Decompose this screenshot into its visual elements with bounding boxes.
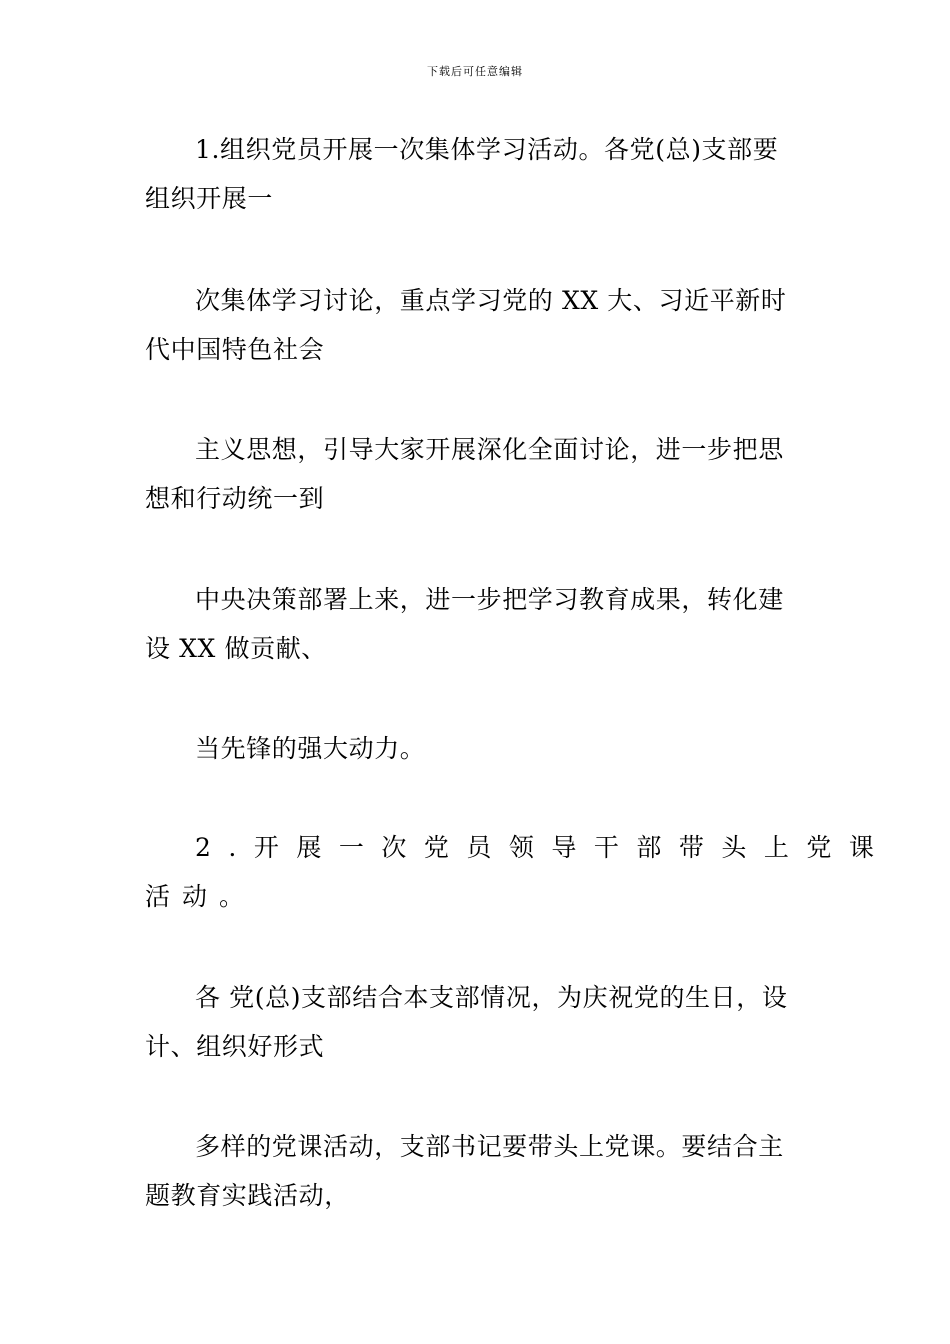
paragraph-6 <box>145 823 892 921</box>
document-header: 下载后可任意编辑 <box>427 65 523 78</box>
paragraph-7 <box>145 973 805 1071</box>
paragraph-8 <box>145 1122 805 1220</box>
paragraph-4 <box>145 575 805 673</box>
paragraph-line: 当先锋的强大动力。 <box>195 734 426 763</box>
paragraph-2 <box>145 276 805 374</box>
paragraph-line: 组织开展一 <box>145 184 274 213</box>
paragraph-line: 1.组织党员开展一次集体学习活动。各党(总)支部要 <box>195 135 779 164</box>
paragraph-line: 各 党(总)支部结合本支部情况，为庆祝党的生日，设 <box>195 983 788 1012</box>
paragraph-5 <box>145 724 805 773</box>
paragraph-line: 计、组织好形式 <box>145 1032 325 1061</box>
paragraph-line: 代中国特色社会 <box>145 335 325 364</box>
paragraph-line: 次集体学习讨论，重点学习党的 XX 大、习近平新时 <box>195 286 787 315</box>
paragraph-3 <box>145 425 805 523</box>
paragraph-line: 主义思想，引导大家开展深化全面讨论，进一步把思 <box>195 435 784 464</box>
paragraph-line: 活动。 <box>145 882 257 911</box>
paragraph-line: 中央决策部署上来，进一步把学习教育成果，转化建 <box>195 585 784 614</box>
paragraph-line: 多样的党课活动，支部书记要带头上党课。要结合主 <box>195 1132 784 1161</box>
paragraph-line: 题教育实践活动， <box>145 1181 350 1210</box>
paragraph-line: 2.开展一次党员领导干部带头上党课 <box>195 833 892 862</box>
paragraph-line: 想和行动统一到 <box>145 484 325 513</box>
paragraph-1 <box>145 125 805 223</box>
paragraph-line: 设 XX 做贡献、 <box>145 634 327 663</box>
